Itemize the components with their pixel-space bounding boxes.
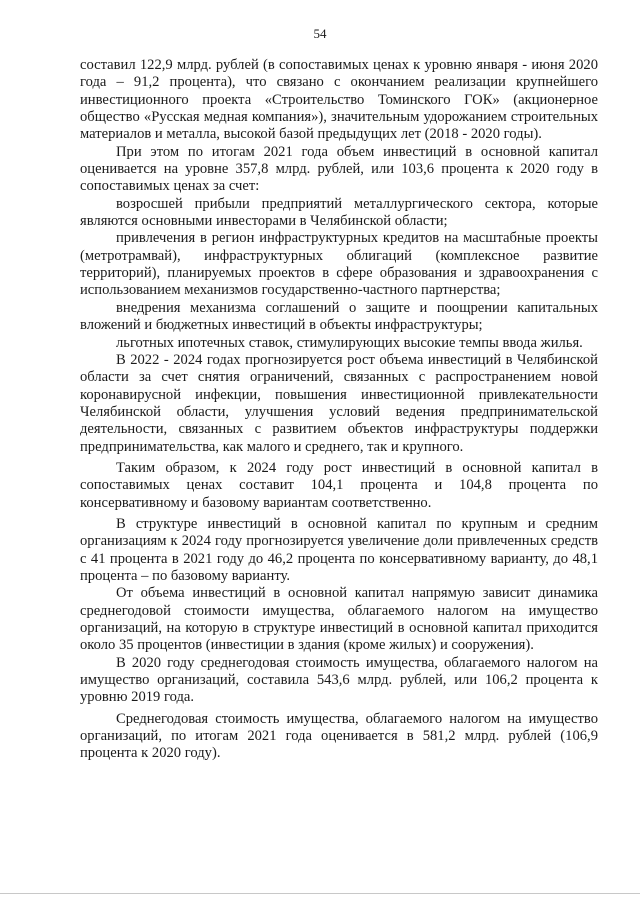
paragraph: В 2020 году среднегодовая стоимость имущества, облагаемого налогом на имущество организаций, составила 543,6 млрд. рублей, или 106,2 процента к уровню 2019 года.	[80, 654, 598, 706]
paragraph: возросшей прибыли предприятий металлургического сектора, которые являются основными инвесторами в Челябинской области;	[80, 195, 598, 230]
paragraph: Таким образом, к 2024 году рост инвестиций в основной капитал в сопоставимых ценах составит 104,1 процента и 104,8 процента по консервативному и базовому вариантам соответственно.	[80, 459, 598, 511]
document-body	[80, 57, 598, 763]
paragraph: Среднегодовая стоимость имущества, облагаемого налогом на имущество организаций, по итогам 2021 года оценивается в 581,2 млрд. рублей (106,9 процента к 2020 году).	[80, 710, 598, 762]
paragraph: При этом по итогам 2021 года объем инвестиций в основной капитал оценивается на уровне 357,8 млрд. рублей, или 103,6 процента к 2020 году в сопоставимых ценах за счет:	[80, 143, 598, 195]
paragraph: В структуре инвестиций в основной капитал по крупным и средним организациям к 2024 году прогнозируется увеличение доли привлеченных средств с 41 процента в 2021 году до 46,2 процента по консервативному варианту, до 48,1 процента – по базовому варианту.	[80, 515, 598, 584]
paragraph: От объема инвестиций в основной капитал напрямую зависит динамика среднегодовой стоимости имущества, облагаемого налогом на имущество организаций, на которую в структуре инвестиций в основной капитал приходится около 35 процентов (инвестиции в здания (кроме жилых) и сооружения).	[80, 585, 598, 654]
paragraph: В 2022 - 2024 годах прогнозируется рост объема инвестиций в Челябинской области за счет снятия ограничений, связанных с распространением новой коронавирусной инфекции, повышения инвестиционной привлекательности Челябинской области, улучшения условий ведения предпринимательской деятельности, связанных с развитием объектов инфраструктуры поддержки предпринимательства, как малого и среднего, так и крупного.	[80, 351, 598, 455]
paragraph: льготных ипотечных ставок, стимулирующих высокие темпы ввода жилья.	[116, 334, 583, 351]
page-number: 54	[313, 26, 327, 41]
paragraph: привлечения в регион инфраструктурных кредитов на масштабные проекты (метротрамвай), инфраструктурных облигаций (комплексное развитие территорий), планируемых проектов в сфере образования и здравоохранения с использованием механизмов государственно-частного партнерства;	[80, 230, 598, 299]
paragraph: составил 122,9 млрд. рублей (в сопоставимых ценах к уровню января - июня 2020 года – 91,2 процента), что связано с окончанием реализации крупнейшего инвестиционного проекта «Строительство Томинского ГОК» (акционерное общество «Русская медная компания»), значительным удорожанием строительных материалов и металла, высокой базой предыдущих лет (2018 - 2020 годы).	[80, 57, 598, 143]
paragraph: внедрения механизма соглашений о защите и поощрении капитальных вложений и бюджетных инвестиций в объекты инфраструктуры;	[80, 299, 598, 334]
page-bottom-divider	[0, 893, 640, 894]
